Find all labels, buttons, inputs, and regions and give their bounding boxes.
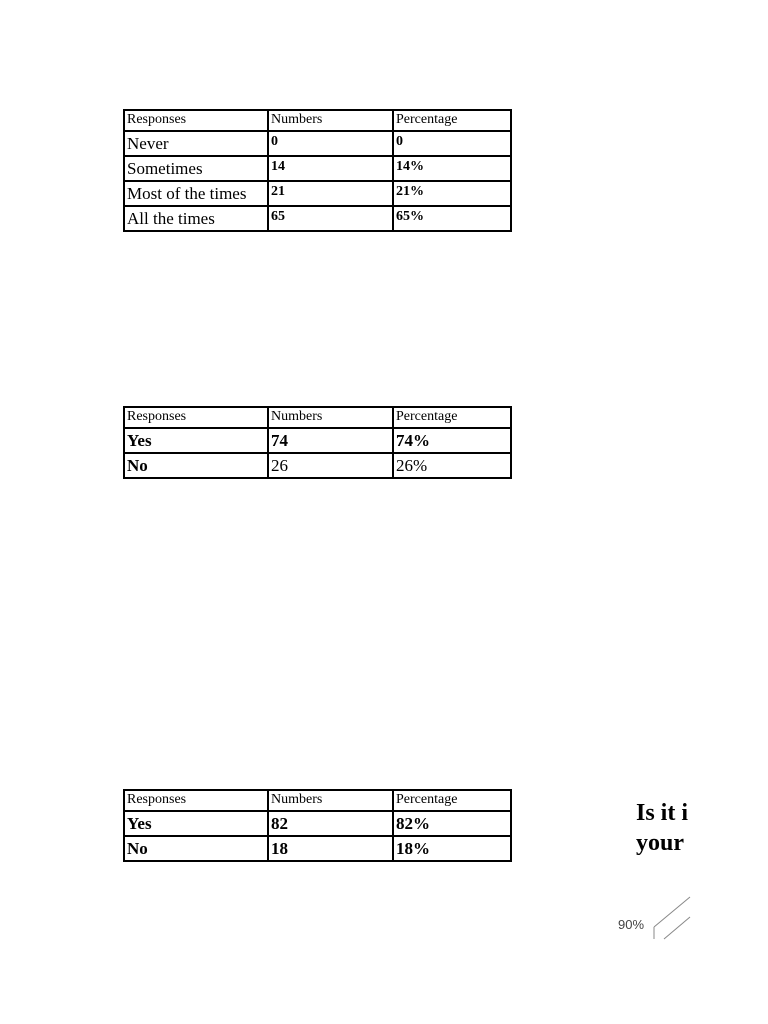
response-percentage: 21%	[393, 181, 511, 206]
header-percentage: Percentage	[393, 790, 511, 811]
header-responses: Responses	[124, 790, 268, 811]
response-label: Never	[124, 131, 268, 156]
response-label: Sometimes	[124, 156, 268, 181]
response-number: 26	[268, 453, 393, 478]
chart-gridline	[664, 917, 690, 939]
response-percentage: 82%	[393, 811, 511, 836]
response-label: Yes	[124, 811, 268, 836]
response-label: No	[124, 836, 268, 861]
table-row	[124, 181, 511, 206]
yes-no-response-table	[123, 789, 512, 862]
table-header-row	[124, 790, 511, 811]
table-row	[124, 836, 511, 861]
response-number: 65	[268, 206, 393, 231]
table-header-row	[124, 407, 511, 428]
table-row	[124, 131, 511, 156]
response-number: 0	[268, 131, 393, 156]
yes-no-response-table	[123, 406, 512, 479]
side-heading	[636, 798, 696, 858]
header-percentage: Percentage	[393, 110, 511, 131]
header-percentage: Percentage	[393, 407, 511, 428]
header-numbers: Numbers	[268, 110, 393, 131]
header-numbers: Numbers	[268, 790, 393, 811]
chart-fragment	[650, 893, 696, 945]
chart-gridline	[654, 897, 690, 927]
response-label: Most of the times	[124, 181, 268, 206]
response-percentage: 74%	[393, 428, 511, 453]
response-percentage: 26%	[393, 453, 511, 478]
response-label: No	[124, 453, 268, 478]
side-heading-line1: Is it i	[636, 800, 689, 826]
header-responses: Responses	[124, 407, 268, 428]
response-percentage: 14%	[393, 156, 511, 181]
response-number: 14	[268, 156, 393, 181]
response-number: 74	[268, 428, 393, 453]
chart-axis-label: 90%	[618, 917, 645, 932]
side-heading-line2: your	[636, 830, 684, 856]
header-numbers: Numbers	[268, 407, 393, 428]
response-number: 21	[268, 181, 393, 206]
response-label: All the times	[124, 206, 268, 231]
table-row	[124, 811, 511, 836]
table-row	[124, 156, 511, 181]
response-percentage: 65%	[393, 206, 511, 231]
response-number: 82	[268, 811, 393, 836]
table-row	[124, 428, 511, 453]
frequency-response-table	[123, 109, 512, 232]
header-responses: Responses	[124, 110, 268, 131]
response-percentage: 0	[393, 131, 511, 156]
table-header-row	[124, 110, 511, 131]
table-row	[124, 453, 511, 478]
response-number: 18	[268, 836, 393, 861]
response-percentage: 18%	[393, 836, 511, 861]
response-label: Yes	[124, 428, 268, 453]
table-row	[124, 206, 511, 231]
